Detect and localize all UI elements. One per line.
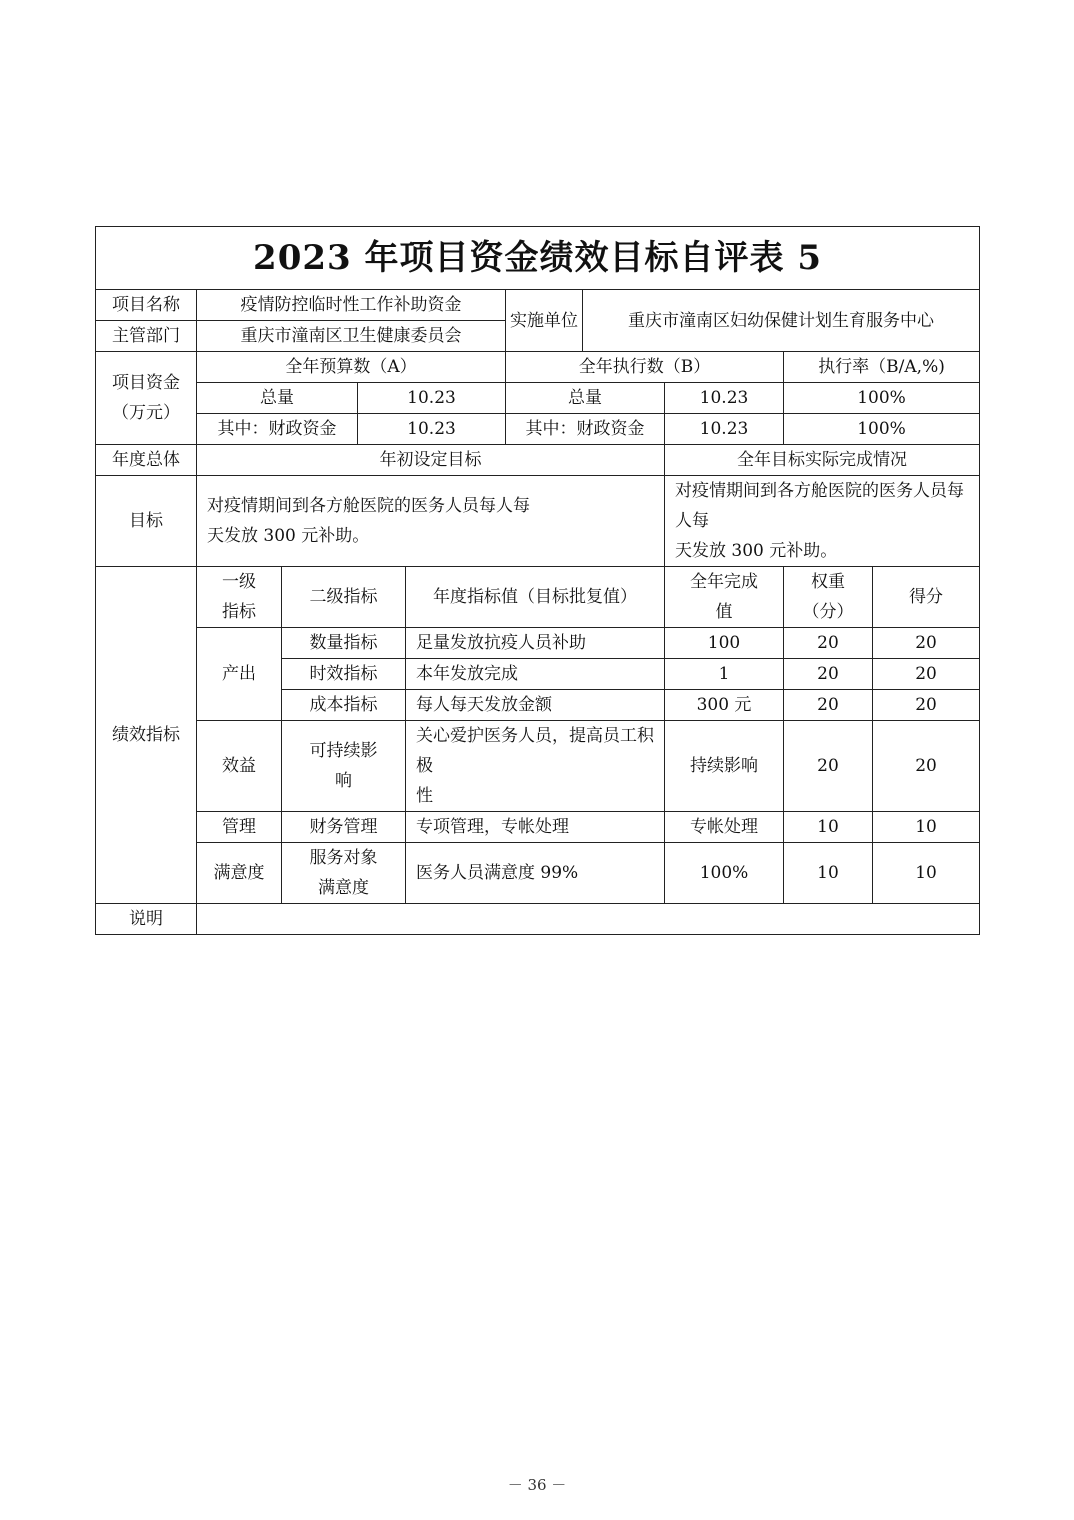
- perf-header-weight-line1: 权重: [811, 572, 845, 592]
- perf-header-target: 年度指标值（目标批复值）: [406, 567, 665, 628]
- perf-target-line1: 关心爱护医务人员，提高员工积极: [416, 726, 654, 776]
- perf-score: 10: [873, 843, 980, 904]
- initial-goal-header: 年初设定目标: [197, 445, 665, 476]
- perf-target: 足量发放抗疫人员补助: [406, 628, 665, 659]
- rate-total-value: 100%: [784, 383, 980, 414]
- goal-label-line1: 年度总体: [96, 445, 197, 476]
- perf-level2: 时效指标: [282, 659, 406, 690]
- perf-header-level1-line2: 指标: [222, 602, 256, 622]
- exec-total-label: 总量: [506, 383, 665, 414]
- perf-done: 持续影响: [665, 721, 784, 812]
- project-name-label: 项目名称: [96, 290, 197, 321]
- perf-header-done: [665, 567, 784, 628]
- perf-weight: 10: [784, 812, 873, 843]
- funds-label: [96, 352, 197, 445]
- perf-done: 100%: [665, 843, 784, 904]
- note-label: 说明: [96, 904, 197, 935]
- perf-level2-line1: 可持续影: [309, 741, 378, 761]
- project-name-value: 疫情防控临时性工作补助资金: [197, 290, 506, 321]
- perf-level2: [282, 721, 406, 812]
- perf-score: 20: [873, 628, 980, 659]
- actual-goal-text-line1: 对疫情期间到各方舱医院的医务人员每人每: [675, 481, 964, 531]
- perf-done: 专帐处理: [665, 812, 784, 843]
- table-row: [96, 721, 980, 812]
- page-number: － 36 －: [507, 1476, 567, 1494]
- perf-score: 20: [873, 721, 980, 812]
- perf-label: 绩效指标: [96, 567, 197, 904]
- self-evaluation-form: [95, 226, 979, 929]
- perf-weight: 20: [784, 721, 873, 812]
- budget-total-label: 总量: [197, 383, 358, 414]
- initial-goal-text-line2: 天发放 300 元补助。: [207, 526, 370, 546]
- perf-done: 300 元: [665, 690, 784, 721]
- impl-unit-label: 实施单位: [506, 290, 583, 352]
- perf-score: 20: [873, 659, 980, 690]
- budget-total-value: 10.23: [358, 383, 506, 414]
- perf-weight: 20: [784, 659, 873, 690]
- perf-done: 1: [665, 659, 784, 690]
- perf-level1-benefit: 效益: [197, 721, 282, 812]
- dept-value: 重庆市潼南区卫生健康委员会: [197, 321, 506, 352]
- perf-header-done-line2: 值: [715, 602, 733, 622]
- perf-level2: [282, 843, 406, 904]
- funds-label-line2: （万元）: [112, 403, 180, 423]
- perf-header-level2: 二级指标: [282, 567, 406, 628]
- budget-fiscal-value: 10.23: [358, 414, 506, 445]
- exec-fiscal-label: 其中：财政资金: [506, 414, 665, 445]
- perf-level1-satisfaction: 满意度: [197, 843, 282, 904]
- perf-level2-line2: 满意度: [318, 878, 369, 898]
- table-row: [96, 843, 980, 904]
- form-title: 2023 年项目资金绩效目标自评表 5: [96, 227, 980, 290]
- perf-score: 10: [873, 812, 980, 843]
- dept-label: 主管部门: [96, 321, 197, 352]
- perf-target: 每人每天发放金额: [406, 690, 665, 721]
- rate-header: 执行率（B/A,%): [784, 352, 980, 383]
- perf-header-score: 得分: [873, 567, 980, 628]
- perf-target: 本年发放完成: [406, 659, 665, 690]
- perf-level2: 成本指标: [282, 690, 406, 721]
- exec-header: 全年执行数（B）: [506, 352, 784, 383]
- note-value: [197, 904, 980, 935]
- budget-header: 全年预算数（A）: [197, 352, 506, 383]
- perf-target: 医务人员满意度 99%: [406, 843, 665, 904]
- perf-level1-management: 管理: [197, 812, 282, 843]
- perf-level1-output: 产出: [197, 628, 282, 721]
- evaluation-table: [95, 226, 980, 935]
- perf-weight: 20: [784, 628, 873, 659]
- perf-weight: 10: [784, 843, 873, 904]
- perf-target: [406, 721, 665, 812]
- funds-label-line1: 项目资金: [112, 373, 180, 393]
- perf-header-level1: [197, 567, 282, 628]
- perf-header-done-line1: 全年完成: [690, 572, 758, 592]
- perf-target: 专项管理，专帐处理: [406, 812, 665, 843]
- perf-header-weight: [784, 567, 873, 628]
- perf-level2: 数量指标: [282, 628, 406, 659]
- perf-header-weight-line2: （分）: [802, 602, 854, 622]
- exec-total-value: 10.23: [665, 383, 784, 414]
- perf-done: 100: [665, 628, 784, 659]
- actual-goal-text: [665, 476, 980, 567]
- perf-weight: 20: [784, 690, 873, 721]
- perf-score: 20: [873, 690, 980, 721]
- impl-unit-value: 重庆市潼南区妇幼保健计划生育服务中心: [583, 290, 980, 352]
- perf-level2-line1: 服务对象: [309, 848, 378, 868]
- table-row: [96, 628, 980, 659]
- budget-fiscal-label: 其中：财政资金: [197, 414, 358, 445]
- initial-goal-text-line1: 对疫情期间到各方舱医院的医务人员每人每: [207, 496, 530, 516]
- perf-target-line2: 性: [416, 786, 433, 806]
- perf-header-level1-line1: 一级: [222, 572, 256, 592]
- exec-fiscal-value: 10.23: [665, 414, 784, 445]
- perf-level2-line2: 响: [335, 771, 352, 791]
- actual-goal-header: 全年目标实际完成情况: [665, 445, 980, 476]
- goal-label-line2: 目标: [96, 476, 197, 567]
- initial-goal-text: [197, 476, 665, 567]
- perf-level2: 财务管理: [282, 812, 406, 843]
- actual-goal-text-line2: 天发放 300 元补助。: [675, 541, 838, 561]
- table-row: [96, 812, 980, 843]
- rate-fiscal-value: 100%: [784, 414, 980, 445]
